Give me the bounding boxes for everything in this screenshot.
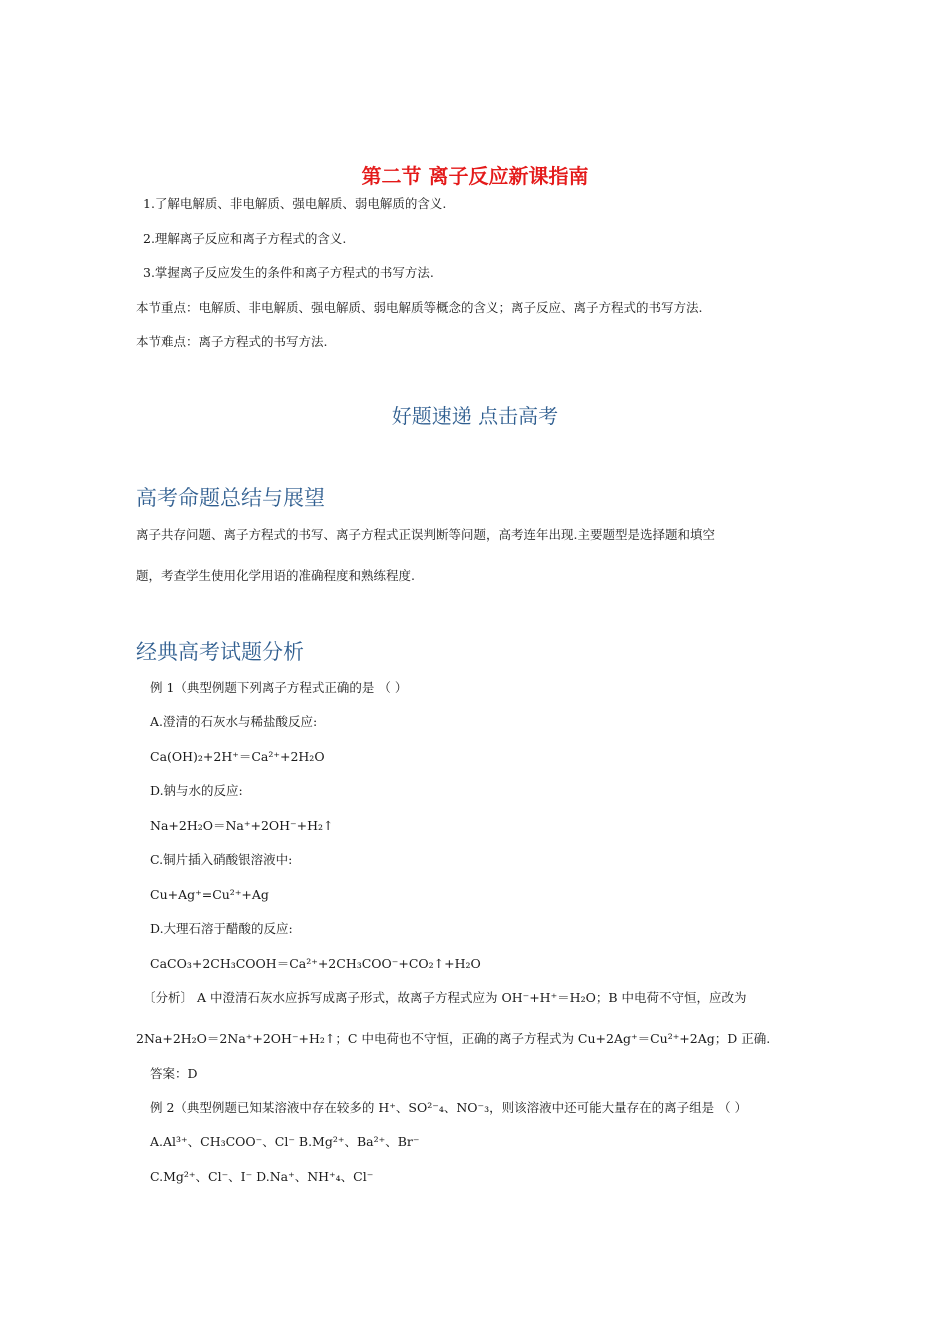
example-1-option-d: D.大理石溶于醋酸的反应: [150, 921, 293, 936]
lesson-title: 第二节 离子反应新课指南 [361, 164, 589, 188]
example-1-answer: 答案：D [150, 1066, 198, 1081]
example-1-equation-c: Cu+Ag⁺=Cu²⁺+Ag [150, 887, 269, 902]
key-points: 本节重点：电解质、非电解质、强电解质、弱电解质等概念的含义；离子反应、离子方程式的书写方法. [136, 300, 703, 315]
example-1-equation-a: Ca(OH)₂+2H⁺＝Ca²⁺+2H₂O [150, 749, 325, 764]
section-banner: 好题速递 点击高考 [391, 404, 559, 428]
example-1-equation-b: Na+2H₂O＝Na⁺+2OH⁻+H₂↑ [150, 818, 334, 833]
example-2-options-ab: A.Al³⁺、CH₃COO⁻、Cl⁻ B.Mg²⁺、Ba²⁺、Br⁻ [150, 1134, 420, 1149]
example-1-option-a: A.澄清的石灰水与稀盐酸反应: [150, 714, 318, 729]
example-1-analysis-line-1: 〔分析〕 A 中澄清石灰水应拆写成离子形式，故离子方程式应为 OH⁻+H⁺＝H₂O；B 中电荷不守恒，应改为 [143, 990, 747, 1005]
analysis-heading: 经典高考试题分析 [136, 640, 304, 664]
example-2-options-cd: C.Mg²⁺、Cl⁻、I⁻ D.Na⁺、NH⁺₄、Cl⁻ [150, 1169, 374, 1184]
example-1-option-b: D.钠与水的反应: [150, 783, 243, 798]
example-2-stem: 例 2（典型例题已知某溶液中存在较多的 H⁺、SO²⁻₄、NO⁻₃，则该溶液中还可能大量存在的离子组是 （ ） [150, 1100, 748, 1115]
summary-line-2: 题，考查学生使用化学用语的准确程度和熟练程度. [136, 568, 415, 583]
example-1-analysis-line-2: 2Na+2H₂O＝2Na⁺+2OH⁻+H₂↑；C 中电荷也不守恒，正确的离子方程式为 Cu+2Ag⁺＝Cu²⁺+2Ag；D 正确. [136, 1031, 771, 1046]
objective-3: 3.掌握离子反应发生的条件和离子方程式的书写方法. [143, 265, 434, 280]
difficulty: 本节难点：离子方程式的书写方法. [136, 334, 328, 349]
objective-1: 1.了解电解质、非电解质、强电解质、弱电解质的含义. [143, 196, 447, 211]
example-1-equation-d: CaCO₃+2CH₃COOH＝Ca²⁺+2CH₃COO⁻+CO₂↑+H₂O [150, 956, 481, 971]
summary-line-1: 离子共存问题、离子方程式的书写、离子方程式正误判断等问题，高考连年出现.主要题型是选择题和填空 [136, 527, 715, 542]
summary-heading: 高考命题总结与展望 [136, 486, 325, 510]
example-1-option-c: C.铜片插入硝酸银溶液中: [150, 852, 293, 867]
example-1-stem: 例 1（典型例题下列离子方程式正确的是 （ ） [150, 680, 408, 695]
objective-2: 2.理解离子反应和离子方程式的含义. [143, 231, 347, 246]
